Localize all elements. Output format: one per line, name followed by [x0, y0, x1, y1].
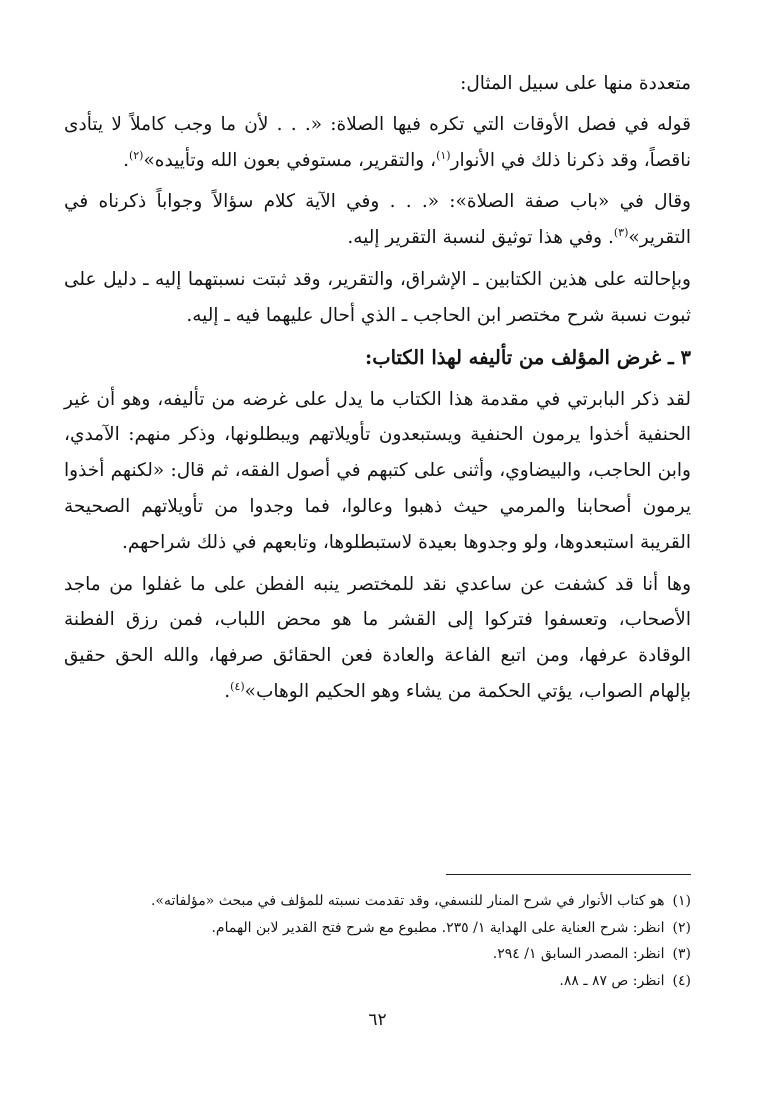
- footnote-ref-2[interactable]: (٢): [128, 148, 144, 162]
- paragraph-quote-prayer: وقال في «باب صفة الصلاة»: «. . . وفي الآية كلام سؤالاً وجواباً ذكرناه في التقرير»$^{(٣)}$. وفي هذا توثيق لنسبة التقرير إليه.: [64, 191, 691, 249]
- footnote-ref-3[interactable]: (٣): [613, 226, 629, 240]
- paragraph-purpose: لقد ذكر البابرتي في مقدمة هذا الكتاب ما يدل على غرضه من تأليفه، وهو أن غير الحنفية أخذوا يرمون الحنفية ويستبعدون تأويلاتهم ويبطلونها، وذكر منهم: الآمدي، وابن الحاجب، والبيضاوي، وأثنى على كتبهم في أصول الفقه، ثم قال: «لكنهم أخذوا يرمون أصحابنا والمرمي حيث ذهبوا وعالوا، فما وجدوا من تأويلاتهم الصحيحة القريبة استبعدوها، ولو وجدوها بعيدة لاستبطلوها، وتابعهم في ذلك شراحهم.: [64, 388, 691, 553]
- footnote-ref-4[interactable]: (٤): [230, 679, 245, 693]
- footnote-number: (٣): [672, 946, 691, 962]
- footnote-text: هو كتاب الأنوار في شرح المنار للنسفي، وقد تقدمت نسبته للمؤلف في مبحث «مؤلفاته».: [150, 893, 665, 909]
- body-text: [64, 66, 691, 710]
- footnote-item: [64, 915, 691, 942]
- document-page: [64, 66, 691, 1104]
- paragraph-quote-times: قوله في فصل الأوقات التي تكره فيها الصلاة: «. . . لأن ما وجب كاملاً لا يتأدى ناقصاً، وقد ذكرنا ذلك في الأنوار$^{(١)}$، والتقرير، مستوفي بعون الله وتأييده»$^{(٢)}$.: [64, 113, 691, 171]
- footnote-ref-1[interactable]: (١): [436, 148, 451, 162]
- footnote-text: انظر: شرح العناية على الهداية ١/ ٢٣٥. مطبوع مع شرح فتح القدير لابن الهمام.: [211, 919, 665, 936]
- footnote-number: (٢): [672, 919, 691, 936]
- footnote-item: [64, 888, 691, 915]
- footnote-item: [64, 968, 691, 995]
- footnotes-list: [64, 888, 691, 994]
- page-number: ٦٢: [368, 1010, 387, 1030]
- section-heading: ٣ ـ غرض المؤلف من تأليفه لهذا الكتاب:: [365, 345, 691, 369]
- paragraph-quote-closing: وها أنا قد كشفت عن ساعدي نقد للمختصر ينبه الفطن على ما غفلوا من ماجد الأصحاب، وتعسفوا فتركوا إلى القشر ما هو محض اللباب، فمن رزق الفطنة الوقادة عرفها، ومن اتبع الفاعة والعادة فعن الحقائق صرفها، والله الحق حقيق بإلهام الصواب، يؤتي الحكمة من يشاء وهو الحكيم الوهاب»$^{(٤)}$.: [64, 573, 691, 702]
- footnote-text: انظر: المصدر السابق ١/ ٢٩٤.: [492, 946, 665, 962]
- footnote-divider: [446, 874, 691, 875]
- footnote-number: (١): [672, 893, 691, 909]
- footnote-item: [64, 941, 691, 968]
- footnote-text: انظر: ص ٨٧ ـ ٨٨.: [559, 972, 665, 989]
- paragraph-intro: متعددة منها على سبيل المثال:: [460, 73, 691, 94]
- footnote-number: (٤): [672, 972, 691, 989]
- paragraph-attribution: وبإحالته على هذين الكتابين ـ الإشراق، والتقرير، وقد ثبتت نسبتهما إليه ـ دليل على ثبوت نسبة شرح مختصر ابن الحاجب ـ الذي أحال عليهما فيه ـ إليه.: [64, 268, 691, 326]
